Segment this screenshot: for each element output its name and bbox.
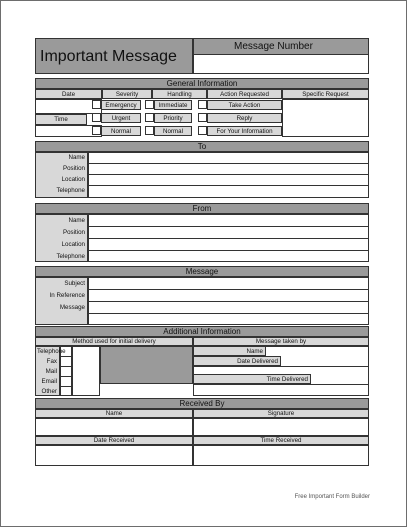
message-row-divider [88,301,369,302]
handling-immediate: Immediate [154,100,192,110]
from-telephone-label: Telephone [56,253,85,260]
from-row-divider [88,250,369,251]
severity-emergency: Emergency [101,100,141,110]
date-delivered-label: Date Delivered [237,358,278,365]
action-take-action: Take Action [207,100,282,110]
col-specific: Specific Request [282,89,369,99]
from-location-label: Location [61,241,85,248]
action-check-1[interactable] [198,100,207,109]
col-action: Action Requested [207,89,282,99]
taken-name-label: Name [246,348,263,355]
received-signature-label: Signature [193,409,369,418]
to-row-divider [88,163,369,164]
method-notes[interactable] [72,346,100,396]
action-check-3[interactable] [198,126,207,135]
method-telephone: Telephone [37,348,66,355]
additional-info-header: Additional Information [35,326,369,337]
method-checks[interactable] [60,346,72,396]
col-handling: Handling [152,89,207,99]
received-name-field[interactable] [35,418,193,436]
received-signature-field[interactable] [193,418,369,436]
time-received-field[interactable] [193,445,369,466]
time-delivered-label: Time Delivered [266,376,308,383]
from-row-divider [88,226,369,227]
form-title: Important Message [40,48,177,65]
message-number-header [193,38,369,55]
time-label: Time [35,114,87,125]
to-telephone-label: Telephone [56,187,85,194]
date-received-field[interactable] [35,445,193,466]
method-label: Method used for initial delivery [35,337,193,346]
severity-normal: Normal [101,126,141,136]
to-row-divider [88,174,369,175]
method-email: Email [41,378,57,385]
title-block [35,38,193,74]
to-fields [88,152,369,198]
method-check-divider [60,386,72,387]
method-check-divider [60,376,72,377]
from-header: From [35,203,369,214]
message-header: Message [35,266,369,277]
general-info-header: General Information [35,78,369,89]
handling-check-2[interactable] [145,113,154,122]
time-received-label: Time Received [193,436,369,445]
taken-row-divider [193,384,369,385]
method-shaded-area [100,346,193,384]
col-date: Date [35,89,102,99]
from-position-label: Position [62,229,85,236]
handling-priority: Priority [154,113,192,123]
method-check-divider [60,366,72,367]
method-check-divider [60,356,72,357]
message-row-divider [88,289,369,290]
to-row-divider [88,185,369,186]
severity-check-1[interactable] [92,100,101,109]
to-position-label: Position [62,165,85,172]
received-by-header: Received By [35,398,369,409]
handling-normal: Normal [154,126,192,136]
from-name-label: Name [68,217,85,224]
col-severity: Severity [102,89,152,99]
taken-by-label: Message taken by [193,337,369,346]
action-fyi: For Your Information [207,126,282,136]
from-row-divider [88,238,369,239]
action-check-2[interactable] [198,113,207,122]
message-row-divider [88,313,369,314]
handling-check-1[interactable] [145,100,154,109]
to-location-label: Location [61,176,85,183]
date-received-label: Date Received [35,436,193,445]
method-mail: Mail [45,368,57,375]
specific-request-field[interactable] [282,99,369,137]
message-label: Message [59,304,85,311]
subject-label: Subject [64,280,85,287]
to-header: To [35,141,369,152]
message-number-label: Message Number [234,41,313,52]
severity-check-2[interactable] [92,113,101,122]
severity-urgent: Urgent [101,113,141,123]
method-fax: Fax [46,358,57,365]
handling-check-3[interactable] [145,126,154,135]
taken-row-divider [193,366,369,367]
action-reply: Reply [207,113,282,123]
footer-credit: Free Important Form Builder [294,494,370,500]
in-reference-label: In Reference [49,292,85,299]
to-name-label: Name [68,154,85,161]
message-number-field[interactable] [193,54,369,74]
severity-check-3[interactable] [92,126,101,135]
method-other: Other [41,388,57,395]
received-name-label: Name [35,409,193,418]
